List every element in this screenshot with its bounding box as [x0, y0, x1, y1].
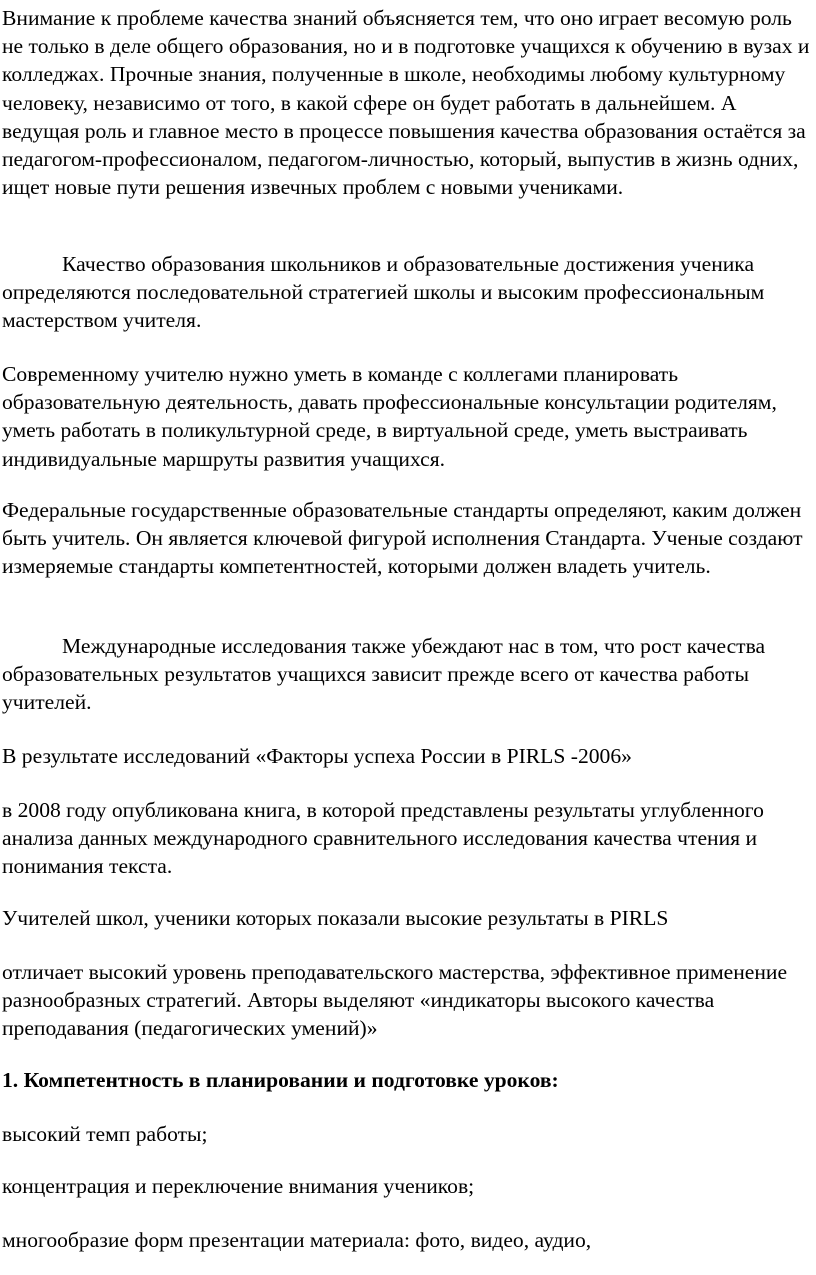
paragraph-modern-teacher: Современному учителю нужно уметь в команде с коллегами планировать образовательную деятельность, давать профессиональные консультации родителям, уметь работать в поликультурной среде, в виртуальной среде, уметь выстраивать индивидуальные маршруты развития учащихся.	[2, 362, 777, 471]
list-item-attention: концентрация и переключение внимания учеников;	[2, 1174, 475, 1198]
list-item-presentation: многообразие форм презентации материала: фото, видео, аудио,	[2, 1228, 592, 1252]
paragraph-school-teachers: Учителей школ, ученики которых показали высокие результаты в PIRLS	[2, 906, 669, 930]
paragraph-knowledge-quality: Внимание к проблеме качества знаний объясняется тем, что оно играет весомую роль не только в деле общего образования, но и в подготовке учащихся к обучению в вузах и колледжах. Прочные знания, полученные в школе, необходимы любому культурному человеку, независимо от того, в какой сфере он будет работать в дальнейшем. А ведущая роль и главное место в процессе повышения качества образования остаётся за педагогом-профессионалом, педагогом-личностью, который, выпустив в жизнь одних, ищет новые пути решения извечных проблем с новыми учениками.	[2, 6, 810, 200]
paragraph-pirls-research: В результате исследований «Факторы успеха России в PIRLS -2006»	[2, 744, 632, 768]
list-item-pace: высокий темп работы;	[2, 1122, 208, 1146]
paragraph-federal-standards: Федеральные государственные образовательные стандарты определяют, каким должен быть учитель. Он является ключевой фигурой исполнения Стандарта. Ученые создают измеряемые стандарты компетентностей, которыми должен владеть учитель.	[2, 498, 803, 579]
paragraph-education-quality: Качество образования школьников и образовательные достижения ученика определяются последовательной стратегией школы и высоким профессиональным мастерством учителя.	[2, 252, 765, 333]
paragraph-book-2008: в 2008 году опубликована книга, в которой представлены результаты углубленного анализа данных международного сравнительного исследования качества чтения и понимания текста.	[2, 798, 764, 879]
section-heading-planning: 1. Компетентность в планировании и подготовке уроков:	[2, 1068, 559, 1092]
paragraph-international-research: Международные исследования также убеждают нас в том, что рост качества образовательных результатов учащихся зависит прежде всего от качества работы учителей.	[2, 634, 766, 715]
paragraph-high-skill: отличает высокий уровень преподавательского мастерства, эффективное применение разнообразных стратегий. Авторы выделяют «индикаторы высокого качества преподавания (педагогических умений)»	[2, 960, 788, 1041]
